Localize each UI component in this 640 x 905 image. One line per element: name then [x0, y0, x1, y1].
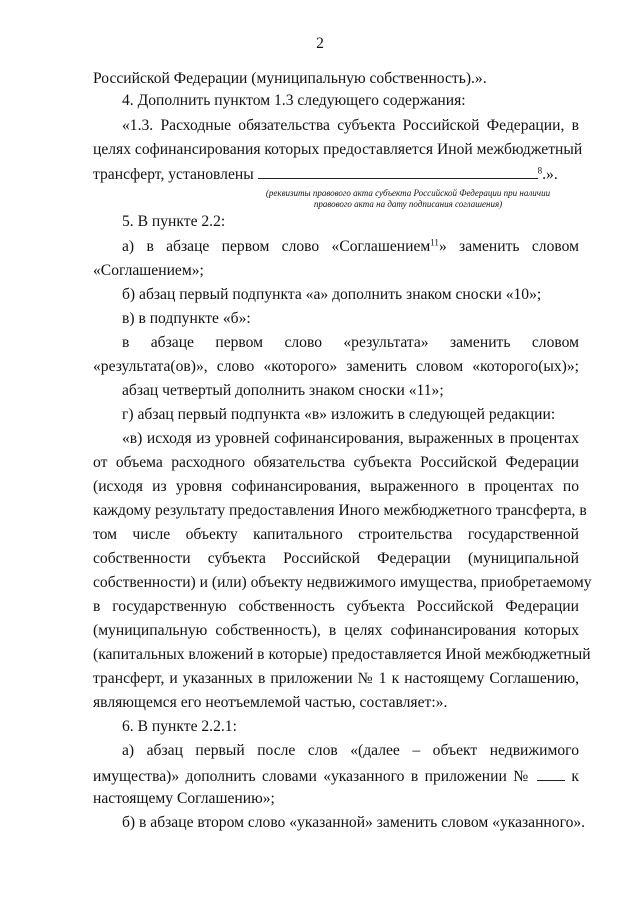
text-line	[122, 238, 579, 256]
blank-caption: правового акта на дату подписания соглашения)	[313, 199, 503, 209]
text-line: б) в абзаце втором слово «указанной» заменить словом «указанного».	[122, 814, 586, 831]
text-line: 5. В пункте 2.2:	[122, 213, 226, 230]
text-line	[93, 766, 579, 786]
fill-in-blank	[537, 766, 565, 781]
page-number: 2	[316, 35, 324, 52]
footnote-mark: 8	[537, 165, 543, 176]
text-line: 4. Дополнить пунктом 1.3 следующего содержания:	[122, 92, 466, 109]
text-line: а) абзац первый после слов «(далее – объект недвижимого	[122, 742, 579, 759]
text-line: от объема расходного обязательства субъекта Российской Федерации	[93, 454, 579, 471]
text-line: целях софинансирования которых предоставляется Иной межбюджетный	[93, 141, 583, 158]
text-fragment: к	[571, 768, 579, 785]
text-line: настоящему Соглашению»;	[93, 790, 275, 807]
text-fragment: трансферт, установлены	[93, 166, 254, 183]
text-fragment: имущества)» дополнить словами «указанного в приложении №	[93, 768, 531, 785]
text-line: (муниципальную собственность), в целях софинансирования которых	[93, 622, 579, 639]
text-fragment: .».	[542, 166, 558, 183]
text-line: «в) исходя из уровней софинансирования, выраженных в процентах	[122, 430, 579, 447]
text-fragment: а) в абзаце первом слово «Соглашением	[122, 238, 431, 255]
text-line: собственности субъекта Российской Федерации (муниципальной	[93, 550, 579, 567]
text-line: «Соглашением»;	[93, 262, 204, 279]
text-line: г) абзац первый подпункта «в» изложить в следующей редакции:	[122, 406, 556, 423]
text-line: том числе объекту капитального строительства государственной	[93, 526, 579, 543]
footnote-mark: 11	[430, 237, 439, 248]
text-line: 6. В пункте 2.2.1:	[122, 718, 237, 735]
fill-in-blank	[258, 164, 538, 179]
text-line: абзац четвертый дополнить знаком сноски «11»;	[122, 382, 444, 399]
text-line: в абзаце первом слово «результата» заменить словом	[122, 334, 579, 351]
text-line: (капитальных вложений в которые) предоставляется Иной межбюджетный	[93, 646, 591, 663]
text-fragment: » заменить словом	[438, 238, 579, 255]
text-line: каждому результату предоставления Иного межбюджетного трансферта, в	[93, 502, 587, 519]
text-line: «1.3. Расходные обязательства субъекта Российской Федерации, в	[122, 117, 579, 134]
text-line: Российской Федерации (муниципальную собственность).».	[93, 70, 487, 87]
text-line: являющемся его неотъемлемой частью, составляет:».	[93, 694, 448, 711]
text-line: б) абзац первый подпункта «а» дополнить знаком сноски «10»;	[122, 286, 542, 303]
text-line: «результата(ов)», слово «которого» заменить словом «которого(ых)»;	[93, 358, 579, 375]
text-line: в) в подпункте «б»:	[122, 310, 251, 327]
blank-caption: (реквизиты правового акта субъекта Российской Федерации при наличии	[265, 188, 551, 198]
text-line: (исходя из уровня софинансирования, выраженного в процентах по	[93, 478, 579, 495]
text-line	[93, 164, 579, 184]
text-line: собственности) и (или) объекту недвижимого имущества, приобретаемому	[93, 574, 592, 591]
text-line: в государственную собственность субъекта Российской Федерации	[93, 598, 579, 615]
text-line: трансферт, и указанных в приложении № 1 к настоящему Соглашению,	[93, 670, 579, 687]
